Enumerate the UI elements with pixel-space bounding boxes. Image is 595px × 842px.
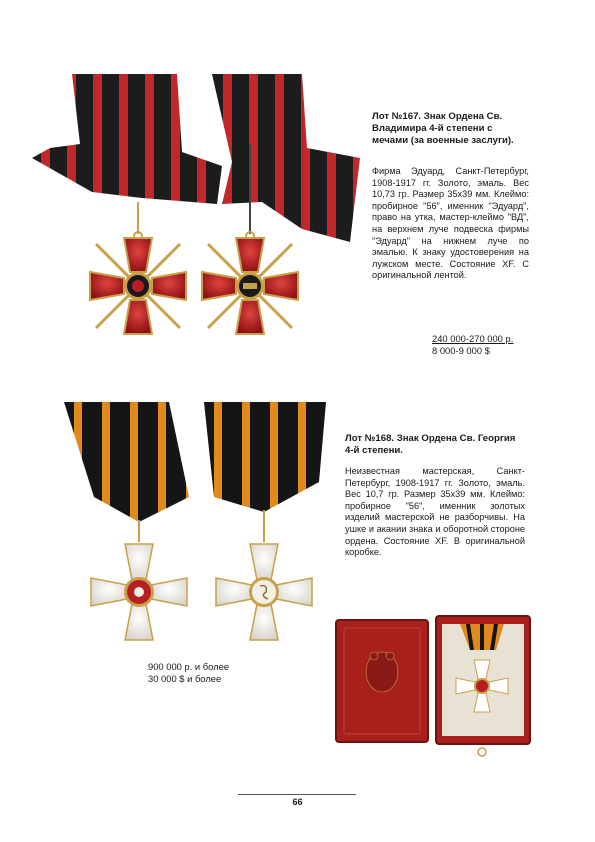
george-ribbon-right [204, 402, 326, 512]
page-number: 66 [292, 797, 303, 807]
vladimir-cross-left [90, 238, 186, 334]
lot-168-case-photo [332, 614, 532, 762]
lot-167-price-usd: 8 000-9 000 $ [432, 345, 490, 356]
lot-167-price-rub: 240 000-270 000 р. [432, 333, 514, 344]
vladimir-ribbon-left [32, 74, 222, 204]
lot-168-description: Неизвестная мастерская, Санкт-Петербург, 1908-1917 гг. Золото, эмаль. Вес 10,7 гр. Размер 35х39 мм. Клеймо: пробирное "56", именник золотых изделий мастерской не разборчивы. На ушке и акании знака и оборотной стороне ордена. Состояние XF. В оригинальной коробке. [345, 466, 525, 558]
george-cross-left [91, 544, 187, 640]
footer-divider [238, 794, 356, 795]
lot-168-photo [64, 402, 329, 647]
lot-167-photo [32, 74, 362, 336]
lot-167-description: Фирма Эдуард, Санкт-Петербург, 1908-1917 гг. Золото, эмаль. Вес 10,73 гр. Размер 35х39 мм. Клеймо: пробирное "56", именник "Эдуард", право на утка, мастер-клеймо "ВД", на верхнем луче подвеска фирмы "Эдуард" на нижнем луче по эмалью. К знаку удостоверения на лужском месте. Состояние XF. С оригинальной лентой. [372, 166, 529, 281]
vladimir-cross-right [202, 238, 298, 334]
vladimir-ribbon-right [212, 74, 360, 242]
double-headed-eagle-emblem [366, 652, 398, 692]
lot-168-price-usd: 30 000 $ и более [148, 673, 222, 684]
lot-167-title: Лот №167. Знак Ордена Св. Владимира 4-й степени с мечами (за военные заслуги). [372, 111, 514, 146]
george-cross-right [216, 544, 312, 640]
lot-168-title: Лот №168. Знак Ордена Св. Георгия 4-й степени. [345, 433, 516, 456]
george-ribbon-left [64, 402, 189, 522]
lot-168-price-rub: 900 000 р. и более [148, 661, 230, 672]
